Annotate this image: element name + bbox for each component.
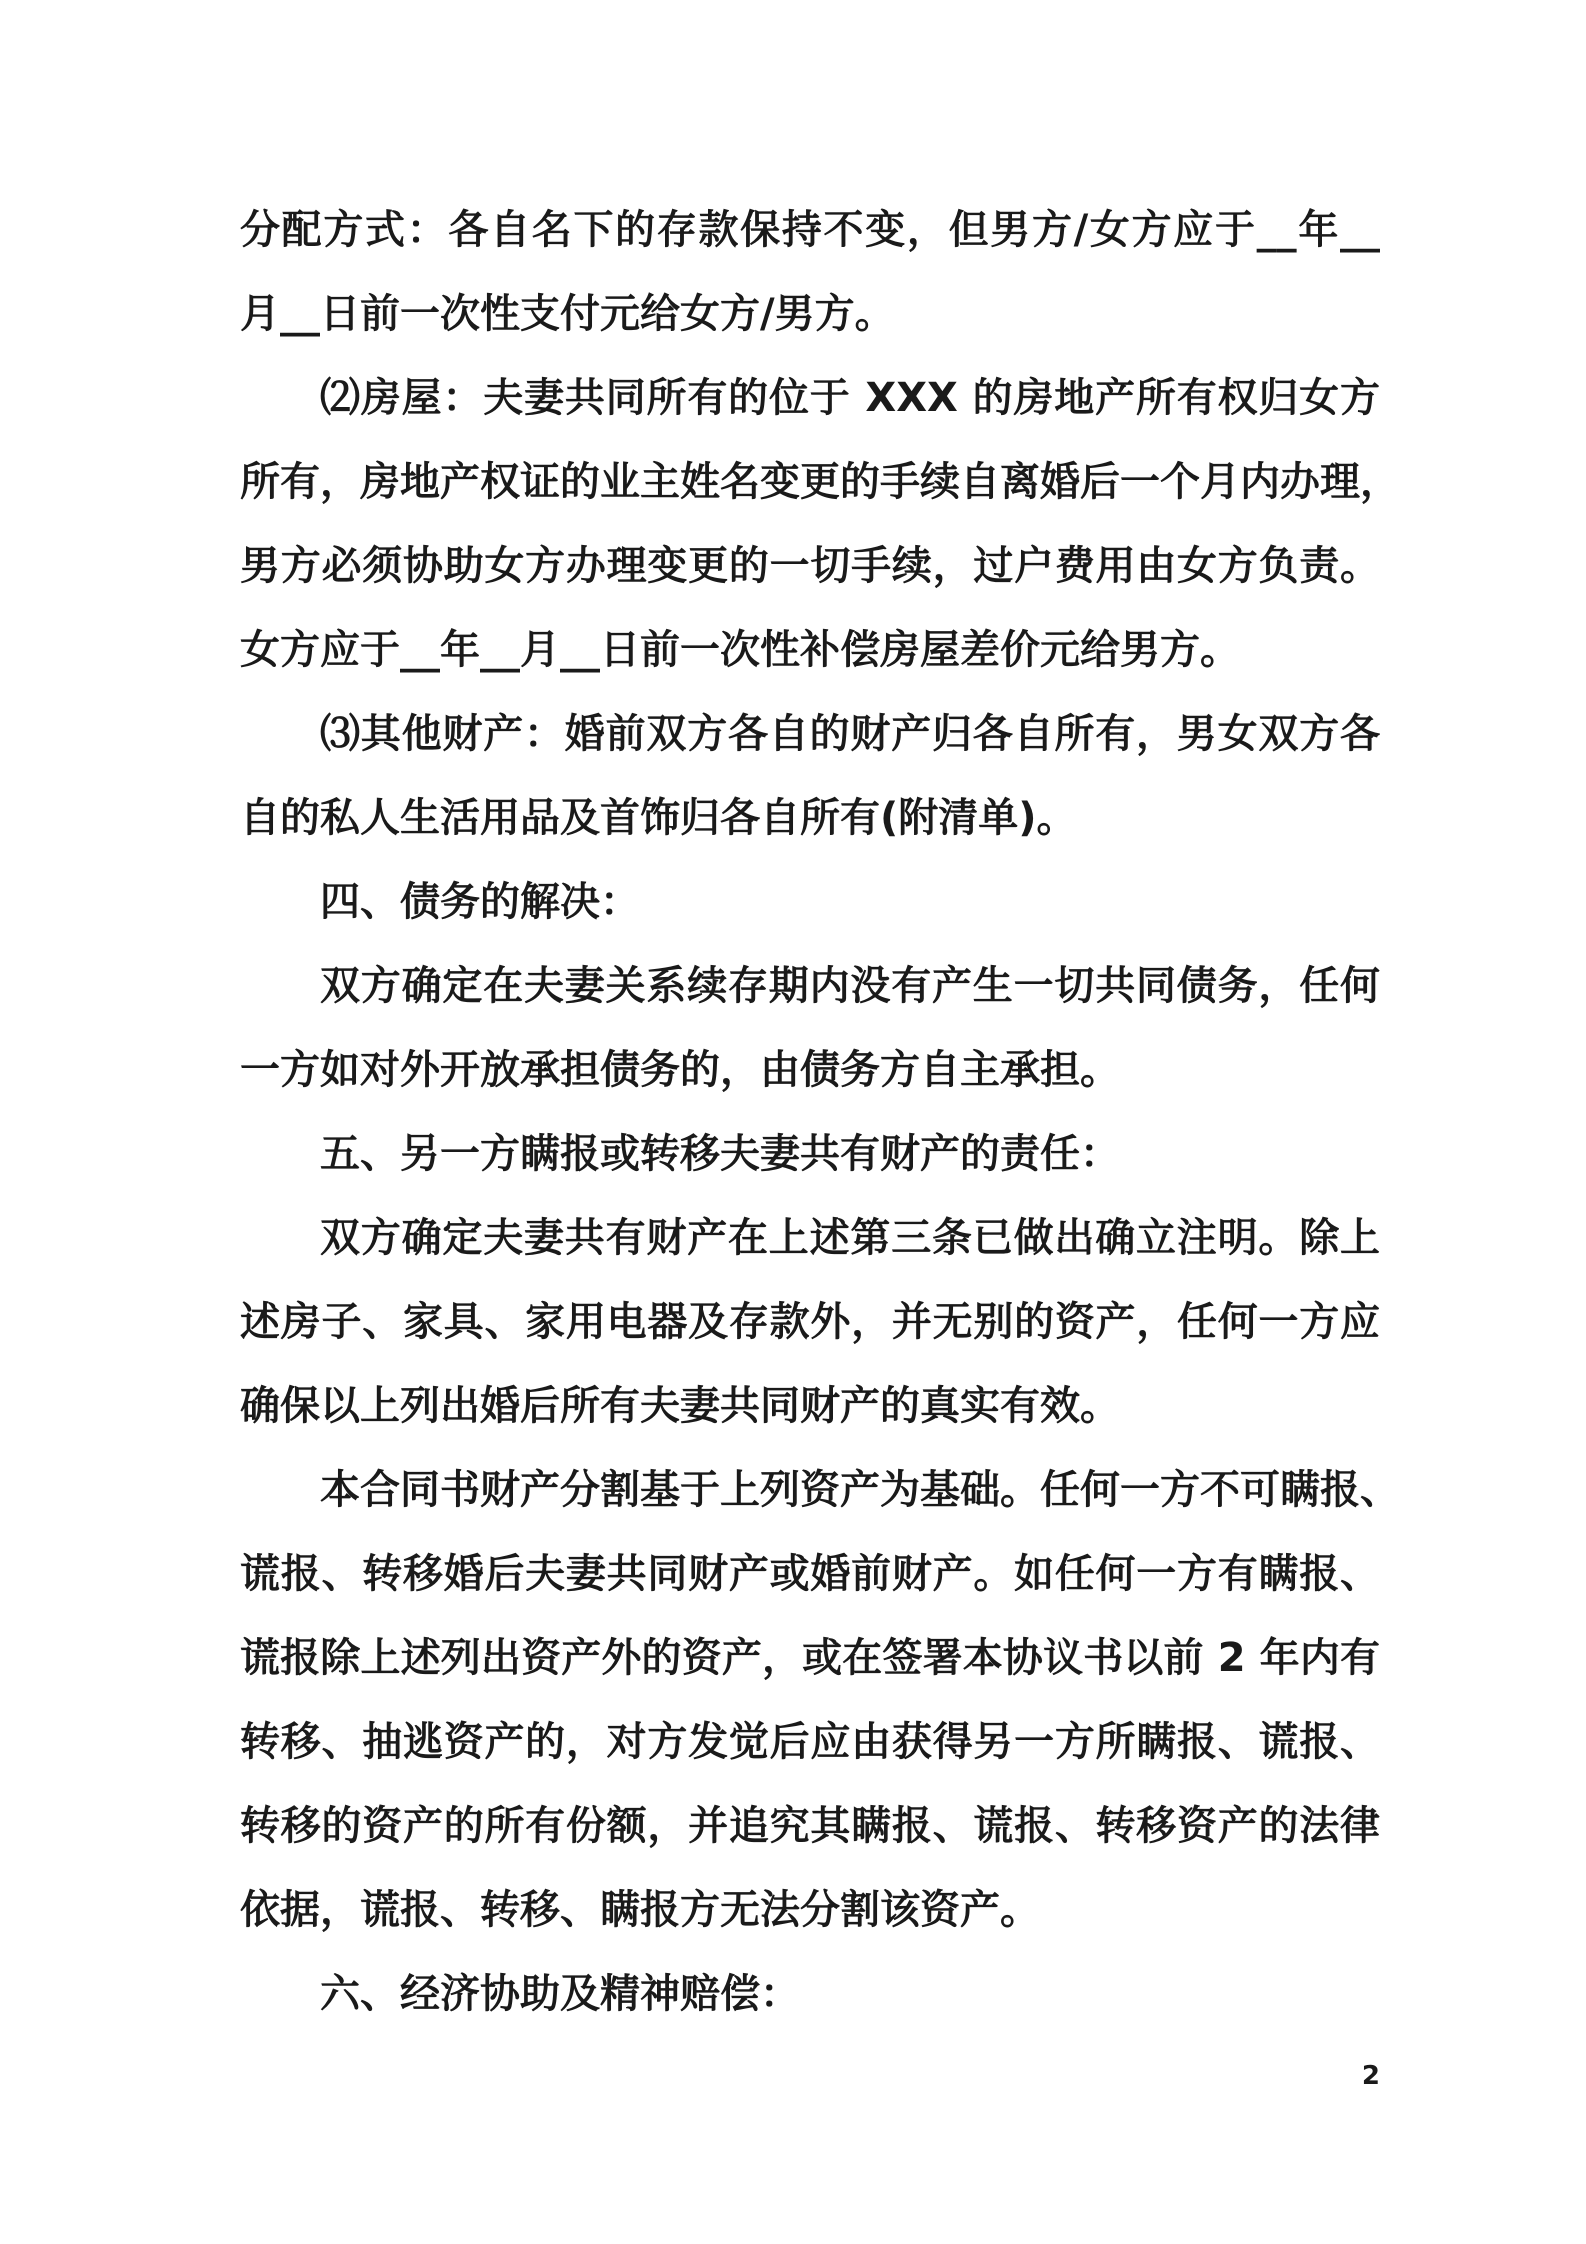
paragraph-first-line: 双方确定在夫妻关系续存期内没有产生一切共同债务，任何 xyxy=(320,963,1380,1009)
text-line: 谎报、转移婚后夫妻共同财产或婚前财产。如任何一方有瞒报、 xyxy=(240,1551,1380,1597)
text-line: 转移、抽逃资产的，对方发觉后应由获得另一方所瞒报、谎报、 xyxy=(240,1719,1380,1765)
text-line: 自的私人生活用品及首饰归各自所有(附清单)。 xyxy=(240,795,1077,841)
page-number: 2 xyxy=(1361,2061,1380,2091)
paragraph-first-line: ⑶其他财产：婚前双方各自的财产归各自所有，男女双方各 xyxy=(320,711,1380,757)
text-line: 男方必须协助女方办理变更的一切手续，过户费用由女方负责。 xyxy=(240,543,1380,589)
section-heading: 四、债务的解决： xyxy=(320,879,640,925)
text-line: 确保以上列出婚后所有夫妻共同财产的真实有效。 xyxy=(240,1383,1120,1429)
text-line: 分配方式：各自名下的存款保持不变，但男方/女方应于__年__ xyxy=(240,207,1380,253)
text-line: 谎报除上述列出资产外的资产，或在签署本协议书以前 2 年内有 xyxy=(240,1635,1380,1681)
paragraph-first-line: ⑵房屋：夫妻共同所有的位于 XXX 的房地产所有权归女方 xyxy=(320,375,1380,421)
text-line: 所有，房地产权证的业主姓名变更的手续自离婚后一个月内办理， xyxy=(240,459,1400,505)
paragraph-first-line: 双方确定夫妻共有财产在上述第三条已做出确立注明。除上 xyxy=(320,1215,1380,1261)
text-line: 转移的资产的所有份额，并追究其瞒报、谎报、转移资产的法律 xyxy=(240,1803,1380,1849)
text-line: 月__日前一次性支付元给女方/男方。 xyxy=(240,291,895,337)
section-heading: 五、另一方瞒报或转移夫妻共有财产的责任： xyxy=(320,1131,1120,1177)
paragraph-first-line: 本合同书财产分割基于上列资产为基础。任何一方不可瞒报、 xyxy=(320,1467,1400,1513)
text-line: 依据，谎报、转移、瞒报方无法分割该资产。 xyxy=(240,1887,1040,1933)
section-heading: 六、经济协助及精神赔偿： xyxy=(320,1971,800,2017)
text-line: 女方应于__年__月__日前一次性补偿房屋差价元给男方。 xyxy=(240,627,1240,673)
text-line: 述房子、家具、家用电器及存款外，并无别的资产，任何一方应 xyxy=(240,1299,1380,1345)
text-line: 一方如对外开放承担债务的，由债务方自主承担。 xyxy=(240,1047,1120,1093)
